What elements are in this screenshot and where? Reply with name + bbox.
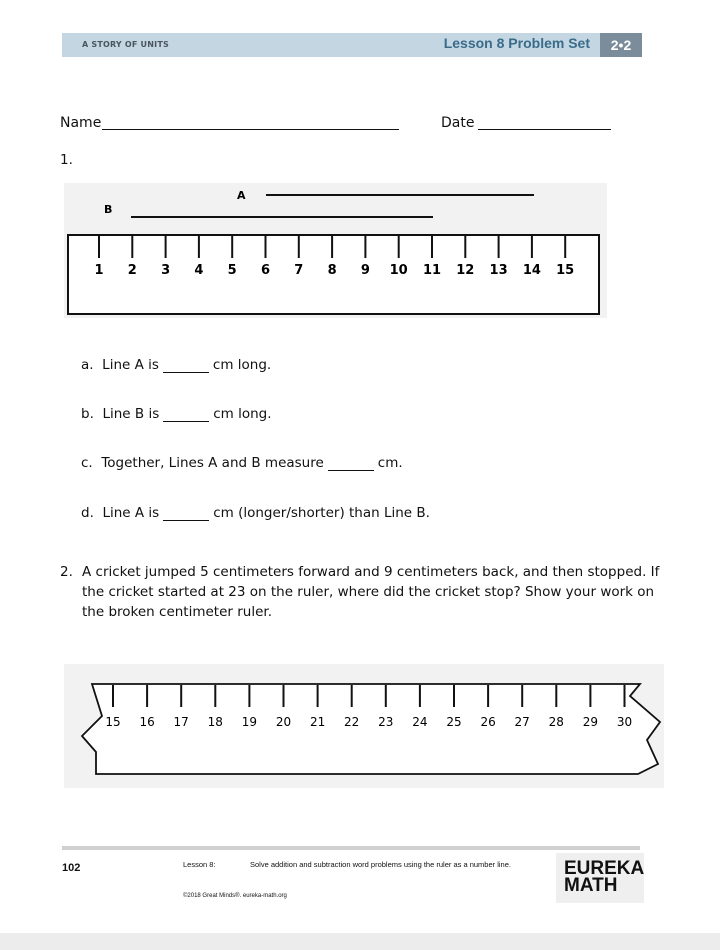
ruler-2-number: 26 [480,715,496,729]
eureka-math-logo [556,853,644,903]
ruler-1-number: 7 [294,263,304,278]
problem-2-text: A cricket jumped 5 centimeters forward and 9 centimeters back, and then stopped. If the cricket started at 23 on the ruler, where did the cricket stop? Show your work on the broken centimeter ruler. [82,564,660,620]
ruler-1-number: 6 [260,263,271,278]
ruler-2-number: 17 [173,715,189,729]
ruler-1-number: 5 [227,263,237,278]
question-1b-label: b. [81,406,94,422]
question-1b-text: Line B is [102,406,160,422]
lesson-title: Lesson 8 Problem Set [443,35,590,51]
footer-lesson: Lesson 8: [183,860,216,869]
logo-line-2: MATH [564,875,618,896]
ruler-1-labels [94,263,574,278]
ruler-2-number: 27 [514,715,530,729]
ruler-1-number: 14 [522,263,541,278]
ruler-2-number: 25 [446,715,462,729]
question-1b-unit: cm long. [213,406,272,422]
ruler-2-number: 15 [105,715,121,729]
question-1a [81,357,271,373]
ruler-2-number: 21 [309,715,326,729]
ruler-2-body [82,684,660,774]
answer-1b-blank[interactable] [163,409,209,422]
question-1d-text: Line A is [102,505,160,521]
ruler-1-number: 1 [94,263,104,278]
answer-1c-blank[interactable] [328,458,374,471]
problem-2-number: 2. [60,564,73,580]
ruler-2-number: 20 [275,715,292,729]
question-1a-text: Line A is [102,357,159,373]
footer-description: Solve addition and subtraction word problems using the ruler as a number line. [250,860,511,869]
ruler-2-number: 23 [378,715,394,729]
ruler-2-number: 29 [582,715,599,729]
ruler-1-number: 12 [456,263,475,278]
ruler-1-number: 2 [127,263,137,278]
question-1c-label: c. [81,455,93,471]
ruler-1-number: 11 [422,263,442,278]
series-label: A STORY OF UNITS [82,40,169,49]
ruler-1-number: 8 [327,263,337,278]
question-1a-label: a. [81,357,94,373]
question-1b [81,406,272,422]
question-1d [81,505,430,521]
problem-1-number: 1. [60,152,73,168]
ruler-2-number: 28 [548,715,564,729]
footer-divider [62,846,640,850]
ruler-2-number: 18 [207,715,223,729]
answer-1d-blank[interactable] [163,508,209,521]
ruler-1-number: 15 [556,263,575,278]
ruler-1-number: 4 [194,263,204,278]
name-label: Name [60,115,102,131]
question-1a-unit: cm long. [212,357,272,373]
grade-badge: 2•2 [600,33,642,57]
ruler-2-number: 22 [344,715,360,729]
question-1d-label: d. [81,505,94,521]
ruler-1-number: 13 [489,263,508,278]
ruler-2-number: 24 [412,715,428,729]
ruler-1-number: 10 [389,263,408,278]
question-1c-unit: cm. [377,455,403,471]
question-1c [81,455,403,471]
problem-2 [60,562,660,622]
answer-1a-blank[interactable] [163,360,209,373]
ruler-1-number: 3 [161,263,171,278]
page-number: 102 [62,862,81,874]
ruler-2-number: 19 [241,715,258,729]
date-label: Date [441,115,475,131]
question-1d-unit: cm (longer/shorter) than Line B. [213,505,430,521]
line-a-label: A [237,189,246,202]
question-1c-text: Together, Lines A and B measure [101,455,324,471]
page-bottom-strip [0,933,720,950]
footer-copyright: ©2018 Great Minds®. eureka-math.org [183,893,287,899]
logo-line-1: EUREKA [564,858,645,879]
line-b-label: B [104,203,113,216]
ruler-2-number: 16 [139,715,155,729]
ruler-1-number: 9 [360,263,370,278]
ruler-2-number: 30 [616,715,633,729]
